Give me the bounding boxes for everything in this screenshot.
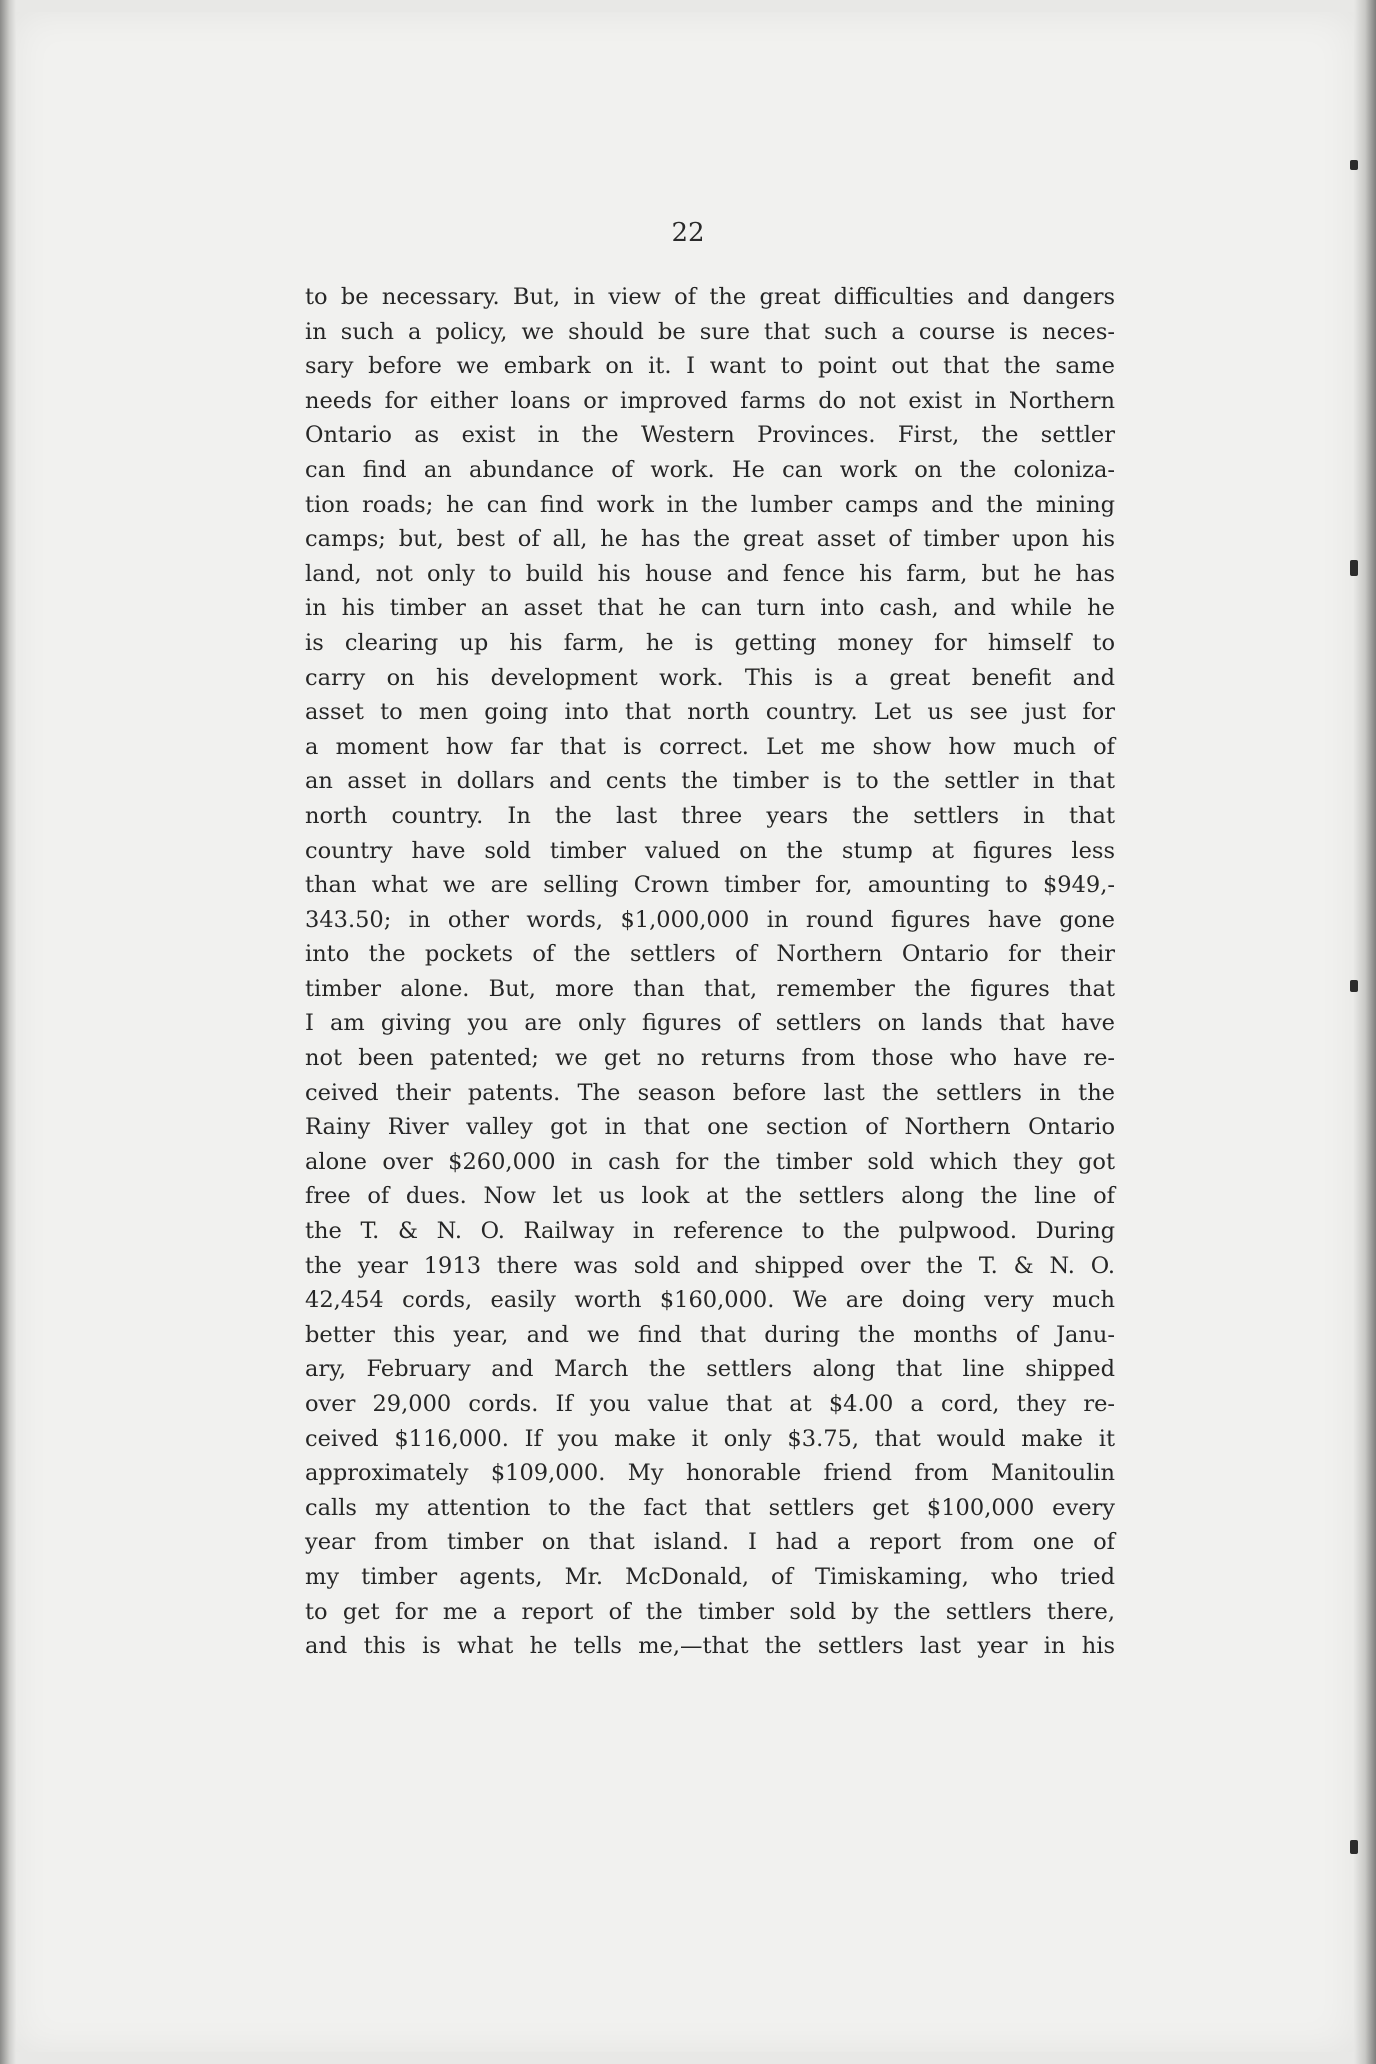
- text-line: alone over $260,000 in cash for the timber sold which they got: [305, 1148, 1115, 1175]
- text-line: 343.50; in other words, $1,000,000 in round figures have gone: [305, 906, 1115, 933]
- binding-mark: [1350, 1840, 1358, 1854]
- text-line: needs for either loans or improved farms do not exist in Northern: [305, 387, 1115, 414]
- text-line: in such a policy, we should be sure that such a course is neces-: [305, 318, 1115, 345]
- text-line: a moment how far that is correct. Let me show how much of: [305, 733, 1115, 760]
- text-line: can find an abundance of work. He can work on the coloniza-: [305, 456, 1115, 483]
- text-line: free of dues. Now let us look at the settlers along the line of: [305, 1183, 1115, 1210]
- text-line: timber alone. But, more than that, remember the figures that: [305, 975, 1115, 1002]
- page-number: 22: [671, 218, 705, 248]
- text-line: not been patented; we get no returns from those who have re-: [305, 1045, 1115, 1072]
- text-line: in his timber an asset that he can turn into cash, and while he: [305, 595, 1115, 622]
- text-line: ceived $116,000. If you make it only $3.75, that would make it: [305, 1425, 1115, 1452]
- text-line: carry on his development work. This is a great benefit and: [305, 664, 1115, 691]
- text-line: ceived their patents. The season before last the settlers in the: [305, 1079, 1115, 1106]
- text-line: north country. In the last three years the settlers in that: [305, 802, 1115, 829]
- text-line: to be necessary. But, in view of the great difficulties and dangers: [305, 284, 1115, 310]
- text-line: an asset in dollars and cents the timber is to the settler in that: [305, 768, 1115, 795]
- text-line: than what we are selling Crown timber for, amounting to $949,-: [305, 872, 1115, 899]
- text-line: into the pockets of the settlers of Northern Ontario for their: [305, 941, 1115, 968]
- text-line: camps; but, best of all, he has the great asset of timber upon his: [305, 526, 1115, 553]
- text-line: to get for me a report of the timber sold by the settlers there,: [305, 1598, 1115, 1625]
- text-line: year from timber on that island. I had a report from one of: [305, 1529, 1115, 1556]
- text-line: land, not only to build his house and fence his farm, but he has: [305, 560, 1115, 587]
- text-line: better this year, and we find that during the months of Janu-: [305, 1321, 1115, 1348]
- body-text: [305, 280, 1115, 1664]
- left-page-edge: [0, 0, 16, 2064]
- binding-mark: [1350, 560, 1358, 576]
- text-line: I am giving you are only figures of settlers on lands that have: [305, 1010, 1115, 1037]
- text-line: the T. & N. O. Railway in reference to the pulpwood. During: [305, 1218, 1115, 1245]
- text-line: approximately $109,000. My honorable friend from Manitoulin: [305, 1460, 1115, 1487]
- text-line: over 29,000 cords. If you value that at $4.00 a cord, they re-: [305, 1391, 1115, 1417]
- text-line: Ontario as exist in the Western Provinces. First, the settler: [305, 422, 1115, 449]
- binding-mark: [1350, 160, 1358, 170]
- text-line: sary before we embark on it. I want to point out that the same: [305, 353, 1115, 380]
- text-line: my timber agents, Mr. McDonald, of Timiskaming, who tried: [305, 1563, 1115, 1590]
- text-line: Rainy River valley got in that one section of Northern Ontario: [305, 1114, 1115, 1141]
- right-binding-edge: [1354, 0, 1376, 2064]
- text-line: and this is what he tells me,—that the settlers last year in his: [305, 1633, 1115, 1660]
- text-line: asset to men going into that north country. Let us see just for: [305, 699, 1115, 726]
- text-line: 42,454 cords, easily worth $160,000. We are doing very much: [305, 1287, 1115, 1314]
- text-line: is clearing up his farm, he is getting money for himself to: [305, 629, 1115, 656]
- text-line: country have sold timber valued on the stump at figures less: [305, 837, 1115, 864]
- binding-mark: [1350, 980, 1358, 992]
- text-line: tion roads; he can find work in the lumber camps and the mining: [305, 491, 1115, 518]
- text-line: the year 1913 there was sold and shipped over the T. & N. O.: [305, 1252, 1115, 1279]
- text-line: ary, February and March the settlers along that line shipped: [305, 1356, 1115, 1383]
- text-line: calls my attention to the fact that settlers get $100,000 every: [305, 1494, 1115, 1521]
